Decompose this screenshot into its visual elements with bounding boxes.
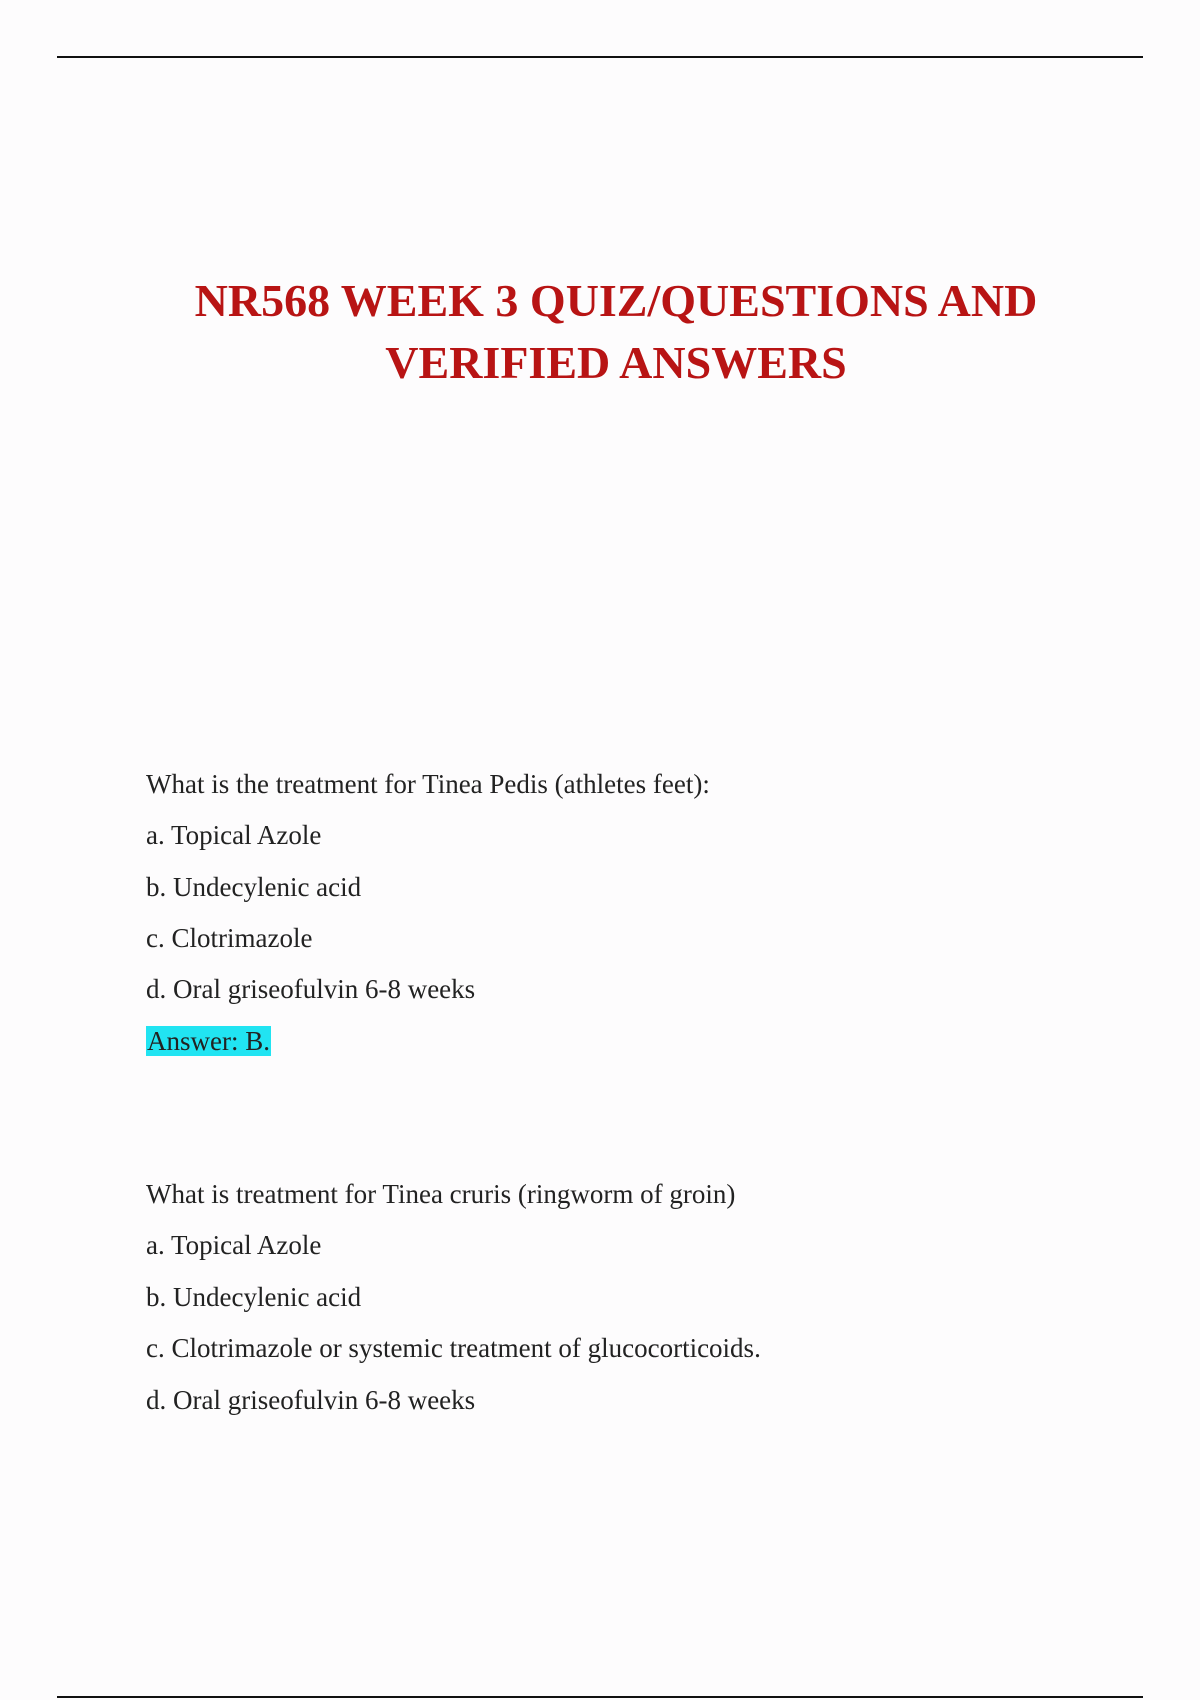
- option-b: b. Undecylenic acid: [146, 1282, 362, 1312]
- question-prompt: What is treatment for Tinea cruris (ringworm of groin): [146, 1179, 736, 1209]
- title-line-2: VERIFIED ANSWERS: [385, 337, 847, 388]
- option-d: d. Oral griseofulvin 6-8 weeks: [146, 1385, 476, 1415]
- option-a: a. Topical Azole: [146, 1230, 322, 1260]
- question-prompt: What is the treatment for Tinea Pedis (athletes feet):: [146, 769, 710, 799]
- option-b: b. Undecylenic acid: [146, 872, 362, 902]
- answer-highlight: Answer: B.: [147, 1026, 270, 1056]
- option-c: c. Clotrimazole or systemic treatment of glucocorticoids.: [146, 1333, 761, 1363]
- title-line-1: NR568 WEEK 3 QUIZ/QUESTIONS AND: [194, 275, 1038, 326]
- answer-line: [146, 1025, 271, 1057]
- option-a: a. Topical Azole: [146, 820, 322, 850]
- option-d: d. Oral griseofulvin 6-8 weeks: [146, 974, 476, 1004]
- page-title: [0, 270, 1200, 394]
- top-rule: [57, 56, 1143, 58]
- option-c: c. Clotrimazole: [146, 923, 313, 953]
- bottom-rule: [57, 1696, 1143, 1698]
